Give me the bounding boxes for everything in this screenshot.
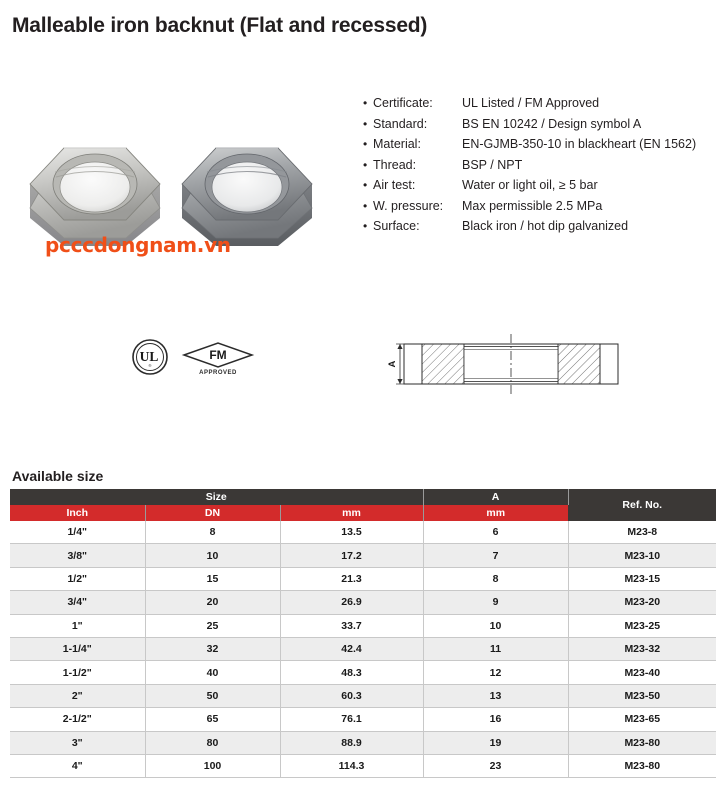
spec-row bbox=[363, 219, 723, 240]
cell-a: 19 bbox=[423, 731, 568, 754]
table-row bbox=[10, 731, 716, 754]
group-header-ref-no: Ref. No. bbox=[568, 489, 716, 521]
table-row bbox=[10, 637, 716, 660]
cell-dn: 15 bbox=[145, 567, 280, 590]
cell-ref: M23-40 bbox=[568, 661, 716, 684]
specification-list bbox=[363, 96, 723, 240]
spec-value: EN-GJMB-350-10 in blackheart (EN 1562) bbox=[462, 137, 697, 151]
spec-value: BS EN 10242 / Design symbol A bbox=[462, 116, 642, 131]
spec-label: Standard: bbox=[373, 116, 428, 131]
cell-a: 13 bbox=[423, 684, 568, 707]
cell-mm: 48.3 bbox=[280, 661, 423, 684]
bullet-icon: • bbox=[363, 157, 368, 172]
cell-inch: 1-1/2" bbox=[10, 661, 145, 684]
bullet-icon: • bbox=[363, 198, 368, 213]
table-row bbox=[10, 708, 716, 731]
spec-label: Air test: bbox=[373, 178, 416, 192]
spec-row bbox=[363, 117, 723, 138]
table-row bbox=[10, 614, 716, 637]
cell-mm: 26.9 bbox=[280, 591, 423, 614]
cell-mm: 88.9 bbox=[280, 731, 423, 754]
spec-label: Thread: bbox=[373, 157, 417, 172]
cell-inch: 3/4" bbox=[10, 591, 145, 614]
spec-row bbox=[363, 199, 723, 220]
spec-value: UL Listed / FM Approved bbox=[462, 96, 600, 110]
cell-inch: 1/4" bbox=[10, 521, 145, 544]
cell-ref: M23-15 bbox=[568, 567, 716, 590]
svg-text:FM: FM bbox=[209, 348, 227, 362]
cell-mm: 13.5 bbox=[280, 521, 423, 544]
spec-row bbox=[363, 158, 723, 179]
spec-value: Max permissible 2.5 MPa bbox=[462, 198, 603, 213]
cell-inch: 1-1/4" bbox=[10, 637, 145, 660]
table-group-header-row bbox=[10, 489, 716, 505]
spec-label: Material: bbox=[373, 137, 421, 151]
cell-inch: 1" bbox=[10, 614, 145, 637]
svg-text:APPROVED: APPROVED bbox=[199, 370, 237, 376]
cell-dn: 100 bbox=[145, 754, 280, 777]
spec-label: W. pressure: bbox=[373, 198, 444, 213]
cell-dn: 20 bbox=[145, 591, 280, 614]
section-title-available-size: Available size bbox=[12, 468, 104, 484]
group-header-a: A bbox=[423, 489, 568, 505]
cell-a: 11 bbox=[423, 637, 568, 660]
cell-ref: M23-25 bbox=[568, 614, 716, 637]
backnut-black-iron bbox=[182, 148, 312, 246]
certification-logos bbox=[128, 333, 258, 385]
cell-ref: M23-80 bbox=[568, 731, 716, 754]
cell-a: 7 bbox=[423, 544, 568, 567]
table-row bbox=[10, 754, 716, 777]
table-row bbox=[10, 544, 716, 567]
cell-mm: 21.3 bbox=[280, 567, 423, 590]
cell-dn: 65 bbox=[145, 708, 280, 731]
fm-approved-icon bbox=[184, 343, 252, 376]
page-title: Malleable iron backnut (Flat and recessed) bbox=[12, 14, 428, 37]
group-header-size: Size bbox=[10, 489, 423, 505]
cell-mm: 17.2 bbox=[280, 544, 423, 567]
sub-header-dn: DN bbox=[145, 505, 280, 521]
svg-text:UL: UL bbox=[139, 349, 159, 364]
cell-a: 12 bbox=[423, 661, 568, 684]
technical-drawing bbox=[386, 332, 636, 396]
cell-a: 23 bbox=[423, 754, 568, 777]
table-row bbox=[10, 684, 716, 707]
bullet-icon: • bbox=[363, 219, 368, 233]
backnut-galvanized bbox=[30, 148, 160, 246]
cell-inch: 3/8" bbox=[10, 544, 145, 567]
svg-text:®: ® bbox=[148, 363, 152, 368]
table-row bbox=[10, 661, 716, 684]
cell-ref: M23-20 bbox=[568, 591, 716, 614]
cell-inch: 2" bbox=[10, 684, 145, 707]
cell-dn: 32 bbox=[145, 637, 280, 660]
cell-dn: 10 bbox=[145, 544, 280, 567]
spec-label: Surface: bbox=[373, 219, 420, 233]
spec-value: BSP / NPT bbox=[462, 157, 523, 172]
spec-label: Certificate: bbox=[373, 96, 433, 110]
cell-inch: 2-1/2" bbox=[10, 708, 145, 731]
sub-header-mm-size: mm bbox=[280, 505, 423, 521]
bullet-icon: • bbox=[363, 178, 368, 192]
cell-inch: 1/2" bbox=[10, 567, 145, 590]
cell-dn: 40 bbox=[145, 661, 280, 684]
cell-a: 6 bbox=[423, 521, 568, 544]
table-row bbox=[10, 591, 716, 614]
cell-mm: 33.7 bbox=[280, 614, 423, 637]
cell-a: 16 bbox=[423, 708, 568, 731]
cell-a: 8 bbox=[423, 567, 568, 590]
ul-listed-icon bbox=[133, 340, 167, 374]
cell-mm: 76.1 bbox=[280, 708, 423, 731]
cell-a: 10 bbox=[423, 614, 568, 637]
cell-mm: 114.3 bbox=[280, 754, 423, 777]
cell-dn: 25 bbox=[145, 614, 280, 637]
cell-ref: M23-8 bbox=[568, 521, 716, 544]
cell-dn: 80 bbox=[145, 731, 280, 754]
table-row bbox=[10, 567, 716, 590]
cell-dn: 8 bbox=[145, 521, 280, 544]
cell-mm: 42.4 bbox=[280, 637, 423, 660]
cell-inch: 3" bbox=[10, 731, 145, 754]
cell-inch: 4" bbox=[10, 754, 145, 777]
cell-ref: M23-80 bbox=[568, 754, 716, 777]
available-size-table bbox=[10, 489, 716, 778]
bullet-icon: • bbox=[363, 116, 368, 131]
watermark: pcccdongnam.vn bbox=[45, 233, 231, 257]
dimension-label-a: A bbox=[387, 360, 398, 368]
bullet-icon: • bbox=[363, 137, 368, 151]
cell-mm: 60.3 bbox=[280, 684, 423, 707]
spec-row bbox=[363, 178, 723, 199]
cell-ref: M23-50 bbox=[568, 684, 716, 707]
spec-value: Water or light oil, ≥ 5 bar bbox=[462, 178, 598, 192]
spec-row bbox=[363, 137, 723, 158]
cell-dn: 50 bbox=[145, 684, 280, 707]
bullet-icon: • bbox=[363, 96, 368, 110]
cell-ref: M23-10 bbox=[568, 544, 716, 567]
cell-ref: M23-32 bbox=[568, 637, 716, 660]
spec-row bbox=[363, 96, 723, 117]
spec-value: Black iron / hot dip galvanized bbox=[462, 219, 629, 233]
sub-header-mm-a: mm bbox=[423, 505, 568, 521]
sub-header-inch: Inch bbox=[10, 505, 145, 521]
cell-a: 9 bbox=[423, 591, 568, 614]
table-row bbox=[10, 521, 716, 544]
cell-ref: M23-65 bbox=[568, 708, 716, 731]
